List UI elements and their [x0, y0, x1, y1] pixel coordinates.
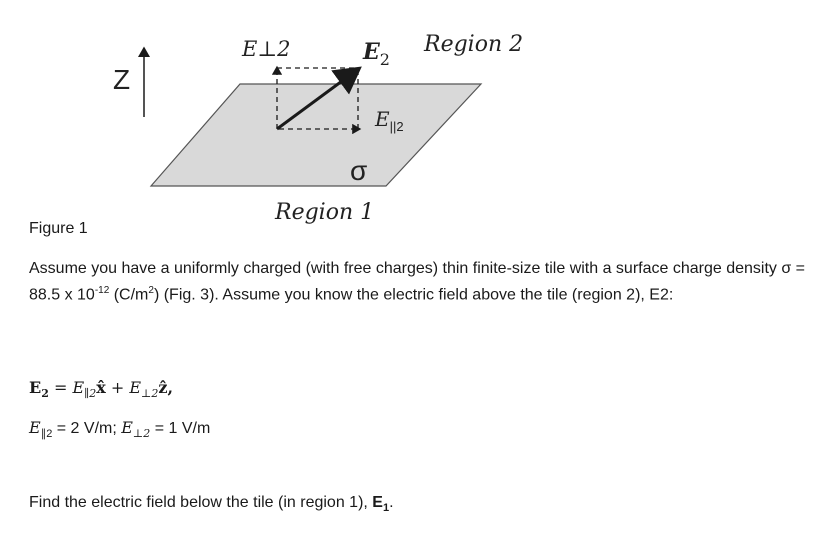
e2-label	[362, 39, 390, 69]
eq2-e-par-value: = 2 V/m;	[52, 420, 122, 437]
region-2-label: Region 2	[424, 32, 524, 57]
z-axis-label: Z	[113, 64, 131, 95]
region-1-label: Region 1	[275, 200, 375, 225]
final-bold-sub: 1	[382, 502, 390, 515]
eq1-term1-sub: ∥2	[84, 387, 97, 401]
final-question	[29, 494, 394, 514]
eq1-lhs: E	[29, 378, 42, 397]
eq1-term1: E	[72, 378, 85, 397]
equation-values	[29, 418, 210, 440]
paragraph-text-2: (C/m	[109, 286, 149, 304]
eq1-plus: +	[105, 378, 130, 397]
eq2-e-perp-sub: ⊥2	[132, 427, 151, 441]
paragraph-text-3: ) (Fig. 3). Assume you know the electric field above the tile (region 2), E2:	[153, 286, 674, 304]
eq1-x-hat: x̂	[96, 378, 106, 397]
eq1-term2-sub: ⊥2	[141, 387, 159, 401]
final-bold-e: E	[372, 494, 383, 511]
eq2-e-perp: E	[121, 418, 133, 437]
e-parallel-label-sub: ||2	[389, 119, 404, 134]
eq1-term2: E	[129, 378, 142, 397]
final-period: .	[389, 494, 394, 511]
e2-label-sub: 2	[379, 50, 390, 69]
e-parallel-label-main: E	[375, 107, 390, 131]
eq1-z-hat: ẑ	[158, 378, 168, 397]
figure-caption: Figure 1	[29, 220, 88, 237]
eq2-e-perp-value: = 1 V/m	[150, 420, 211, 437]
e2-label-main: E	[363, 39, 380, 65]
eq1-lhs-sub: 2	[41, 387, 49, 401]
paragraph-exponent: -12	[94, 285, 110, 296]
paragraph-text-1: Assume you have a uniformly charged (with free charges) thin finite-size tile with a surface charge density σ = 88.5 x 10	[29, 260, 806, 304]
eq1-equals: =	[48, 378, 73, 397]
eq1-comma: ,	[167, 378, 174, 397]
eq2-e-par: E	[29, 418, 41, 437]
e-perp-label: E⊥2	[242, 37, 291, 61]
eq2-e-par-sub: ∥2	[40, 428, 53, 441]
equation-e2	[29, 378, 173, 400]
sigma-label: σ	[350, 155, 368, 186]
paragraph-unit-exponent: 2	[148, 285, 154, 296]
problem-paragraph	[29, 258, 809, 306]
final-text: Find the electric field below the tile (in region 1),	[29, 494, 373, 511]
